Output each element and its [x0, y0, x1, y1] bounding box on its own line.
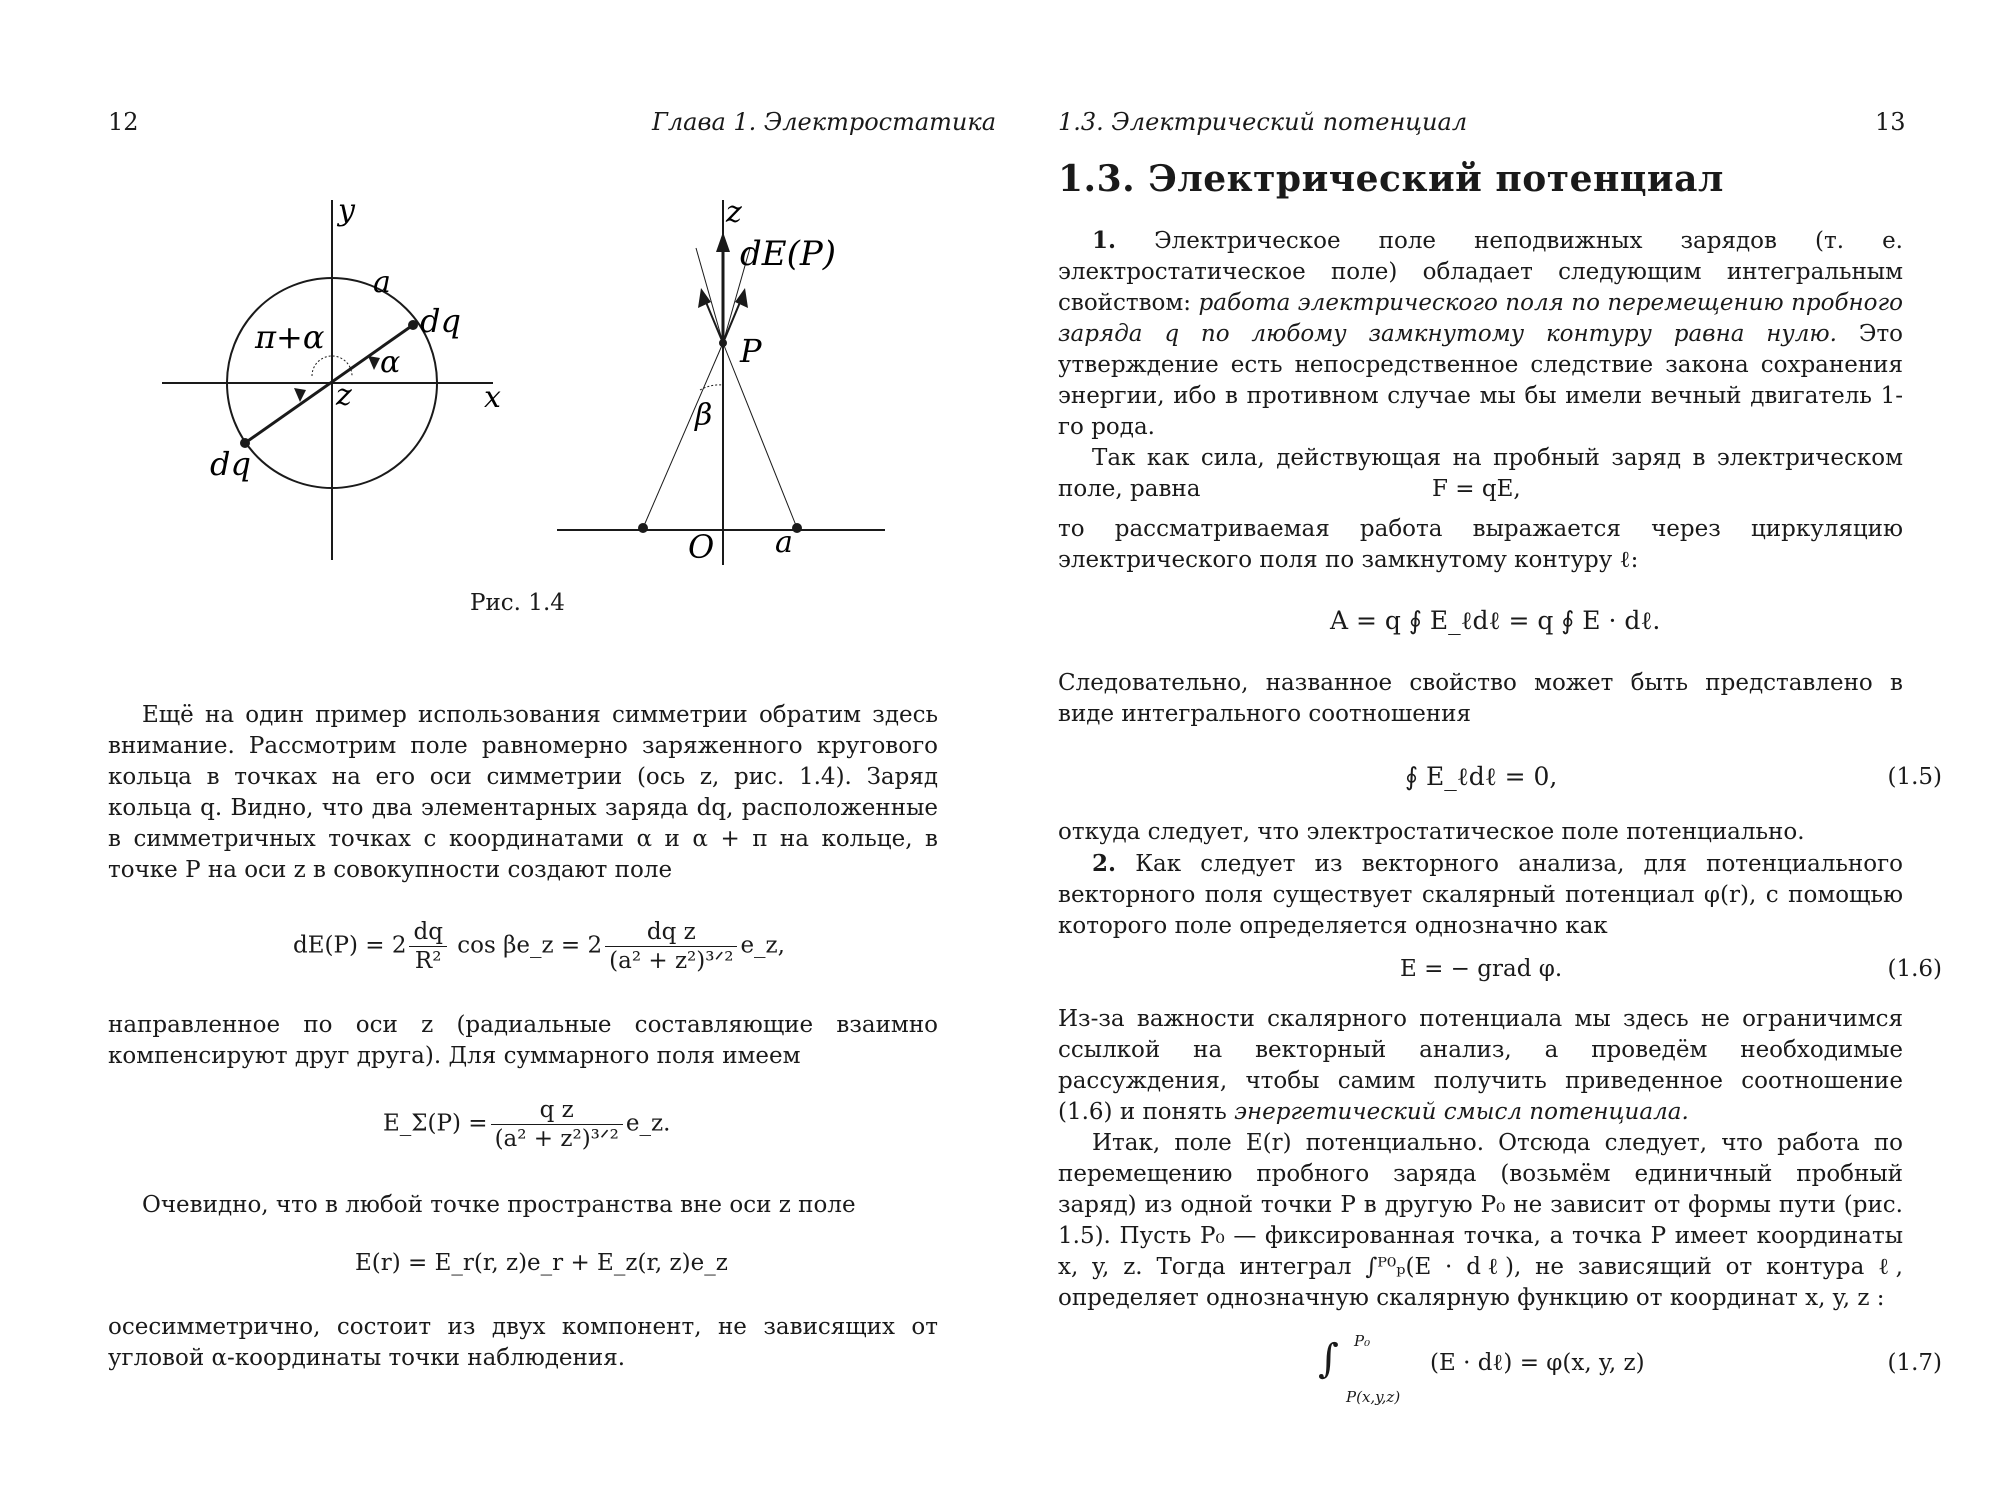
paragraph-text: Как следует из векторного анализа, для потенциального векторного поля существует скалярный потенциал φ(r), с помощью которого поле определяется однозначно как	[1058, 851, 1904, 939]
numerator: q z	[491, 1096, 623, 1125]
right-page	[1000, 0, 2000, 1499]
eq-part: e_z,	[740, 932, 785, 959]
charge-dot-top	[408, 320, 418, 330]
label-y: y	[338, 193, 355, 228]
arrow-dEP	[716, 232, 730, 252]
item-number: 1.	[1092, 227, 1117, 254]
ring-diagram	[162, 200, 493, 560]
page-number: 13	[1875, 108, 1906, 136]
paragraph	[1058, 514, 1903, 576]
paragraph-text: направленное по оси z (радиальные составляющие взаимно компенсируют друг друга). Для суммарного поля имеем	[108, 1012, 938, 1069]
label-alpha: α	[380, 345, 401, 380]
equation-number: (1.6)	[1887, 956, 1942, 982]
paragraph-text: Итак, поле E(r) потенциально. Отсюда следует, что работа по перемещению пробного заряда (возьмём единичный пробный заряд) из одной точки P в другую P₀ не зависит от формы пути (рис. 1.5). Пусть P₀ — фиксированная точка, а точка P имеет координаты x, y, z. Тогда интеграл ∫ᴾ⁰ₚ(E · dℓ), не зависящий от контура ℓ, определяет однозначную скалярную функцию от координат x, y, z :	[1058, 1130, 1903, 1311]
eq-part: dE(P) = 2	[293, 932, 407, 959]
ring-point-right	[792, 523, 802, 533]
equation-A: A = q ∮ E_ℓdℓ = q ∮ E · dℓ.	[1330, 606, 1661, 635]
paragraph-italic: работа электрического поля по перемещению пробного заряда q по любому замкнутому контуру равна нулю.	[1058, 290, 1904, 347]
paragraph-text: Так как сила, действующая на пробный заряд в электрическом поле, равна	[1058, 445, 1903, 502]
denominator: R²	[414, 948, 442, 974]
paragraph	[108, 1010, 938, 1072]
equation-1-6: E = − grad φ.	[1400, 956, 1563, 982]
paragraph	[1058, 225, 1903, 505]
arrow-left	[698, 288, 711, 308]
label-O: O	[688, 528, 715, 566]
paragraph	[108, 1190, 938, 1221]
numerator: dq z	[605, 918, 737, 947]
paragraph-text: осесимметрично, состоит из двух компонент, не зависящих от угловой α-координаты точки наблюдения.	[108, 1314, 938, 1371]
integral-sign: ∫	[1318, 1336, 1339, 1382]
label-beta: β	[695, 398, 713, 433]
paragraph-text: Из-за важности скалярного потенциала мы здесь не ограничимся ссылкой на векторный анализ, а проведём необходимые рассуждения, чтобы самим получить приведенное соотношение (1.6) и понять	[1058, 1006, 1903, 1125]
paragraph-text: Ещё на один пример использования симметрии обратим здесь внимание. Рассмотрим поле равномерно заряженного кругового кольца в точках на его оси симметрии (ось z, рис. 1.4). Заряд кольца q. Видно, что два элементарных заряда dq, расположенные в симметричных точках с координатами α и α + π на кольце, в точке P на оси z в совокупности создают поле	[108, 702, 938, 883]
denominator: (a² + z²)³ᐟ²	[609, 948, 734, 974]
paragraph	[108, 1312, 938, 1374]
fraction	[409, 918, 446, 975]
section-title: 1.3. Электрический потенциал	[1058, 158, 1724, 200]
denominator: (a² + z²)³ᐟ²	[494, 1126, 619, 1152]
point-P	[719, 339, 727, 347]
running-head: Глава 1. Электростатика	[652, 108, 997, 136]
label-z-axis: z	[726, 195, 742, 230]
label-z: z	[336, 378, 352, 413]
equation-Esum	[383, 1096, 670, 1153]
fraction	[605, 918, 737, 975]
paragraph-text: Это утверждение есть непосредственное следствие закона сохранения энергии, ибо в противном случае мы бы имели вечный двигатель 1-го рода.	[1058, 321, 1904, 440]
fraction	[491, 1096, 623, 1153]
paragraph-text: Следовательно, названное свойство может быть представлено в виде интегрального соотношения	[1058, 670, 1903, 727]
paragraph	[1058, 817, 1903, 942]
paragraph-text: то рассматриваемая работа выражается через циркуляцию электрического поля по замкнутому контуру ℓ:	[1058, 516, 1903, 573]
equation-1-5: ∮ E_ℓdℓ = 0,	[1405, 762, 1558, 791]
label-dq-top: dq	[420, 302, 461, 340]
label-dq-bottom: dq	[210, 445, 251, 483]
paragraph-text: Очевидно, что в любой точке пространства вне оси z поле	[142, 1192, 856, 1218]
paragraph	[1058, 1004, 1903, 1314]
equation-number: (1.7)	[1887, 1350, 1942, 1376]
eq-part: E_Σ(P) =	[383, 1110, 488, 1137]
equation-dEP	[293, 918, 785, 975]
upper-limit: P₀	[1354, 1332, 1371, 1350]
equation-1-7	[1318, 1332, 1645, 1416]
label-a-side: a	[775, 525, 793, 560]
running-head: 1.3. Электрический потенциал	[1058, 108, 1468, 136]
equation-F: F = qE,	[1432, 476, 1521, 502]
arrow-right	[735, 288, 748, 308]
paragraph-text: Электрическое поле неподвижных зарядов (т. е. электростатическое поле) обладает следующим интегральным свойством:	[1058, 228, 1903, 316]
ring-point-left	[638, 523, 648, 533]
paragraph-text: откуда следует, что электростатическое поле потенциально.	[1058, 819, 1805, 845]
numerator: dq	[409, 918, 446, 947]
page-number: 12	[108, 108, 139, 136]
label-dEP: dE(P)	[740, 234, 836, 274]
paragraph	[1058, 668, 1903, 730]
figure-caption: Рис. 1.4	[470, 590, 565, 616]
label-P: P	[740, 332, 762, 370]
eq-part: e_z.	[625, 1110, 671, 1137]
equation-Er: E(r) = E_r(r, z)e_r + E_z(r, z)e_z	[355, 1250, 728, 1276]
paragraph-italic: энергетический смысл потенциала.	[1234, 1099, 1689, 1125]
paragraph	[108, 700, 938, 886]
item-number: 2.	[1092, 850, 1117, 877]
equation-number: (1.5)	[1887, 764, 1942, 790]
integrand: (E · dℓ) = φ(x, y, z)	[1430, 1350, 1645, 1376]
label-x: x	[484, 380, 501, 415]
label-pi-alpha: π+α	[255, 318, 325, 356]
lower-limit: P(x,y,z)	[1346, 1388, 1401, 1406]
figure-1-4	[0, 0, 1000, 600]
label-a: a	[373, 265, 391, 300]
eq-part: cos βe_z = 2	[457, 932, 603, 959]
